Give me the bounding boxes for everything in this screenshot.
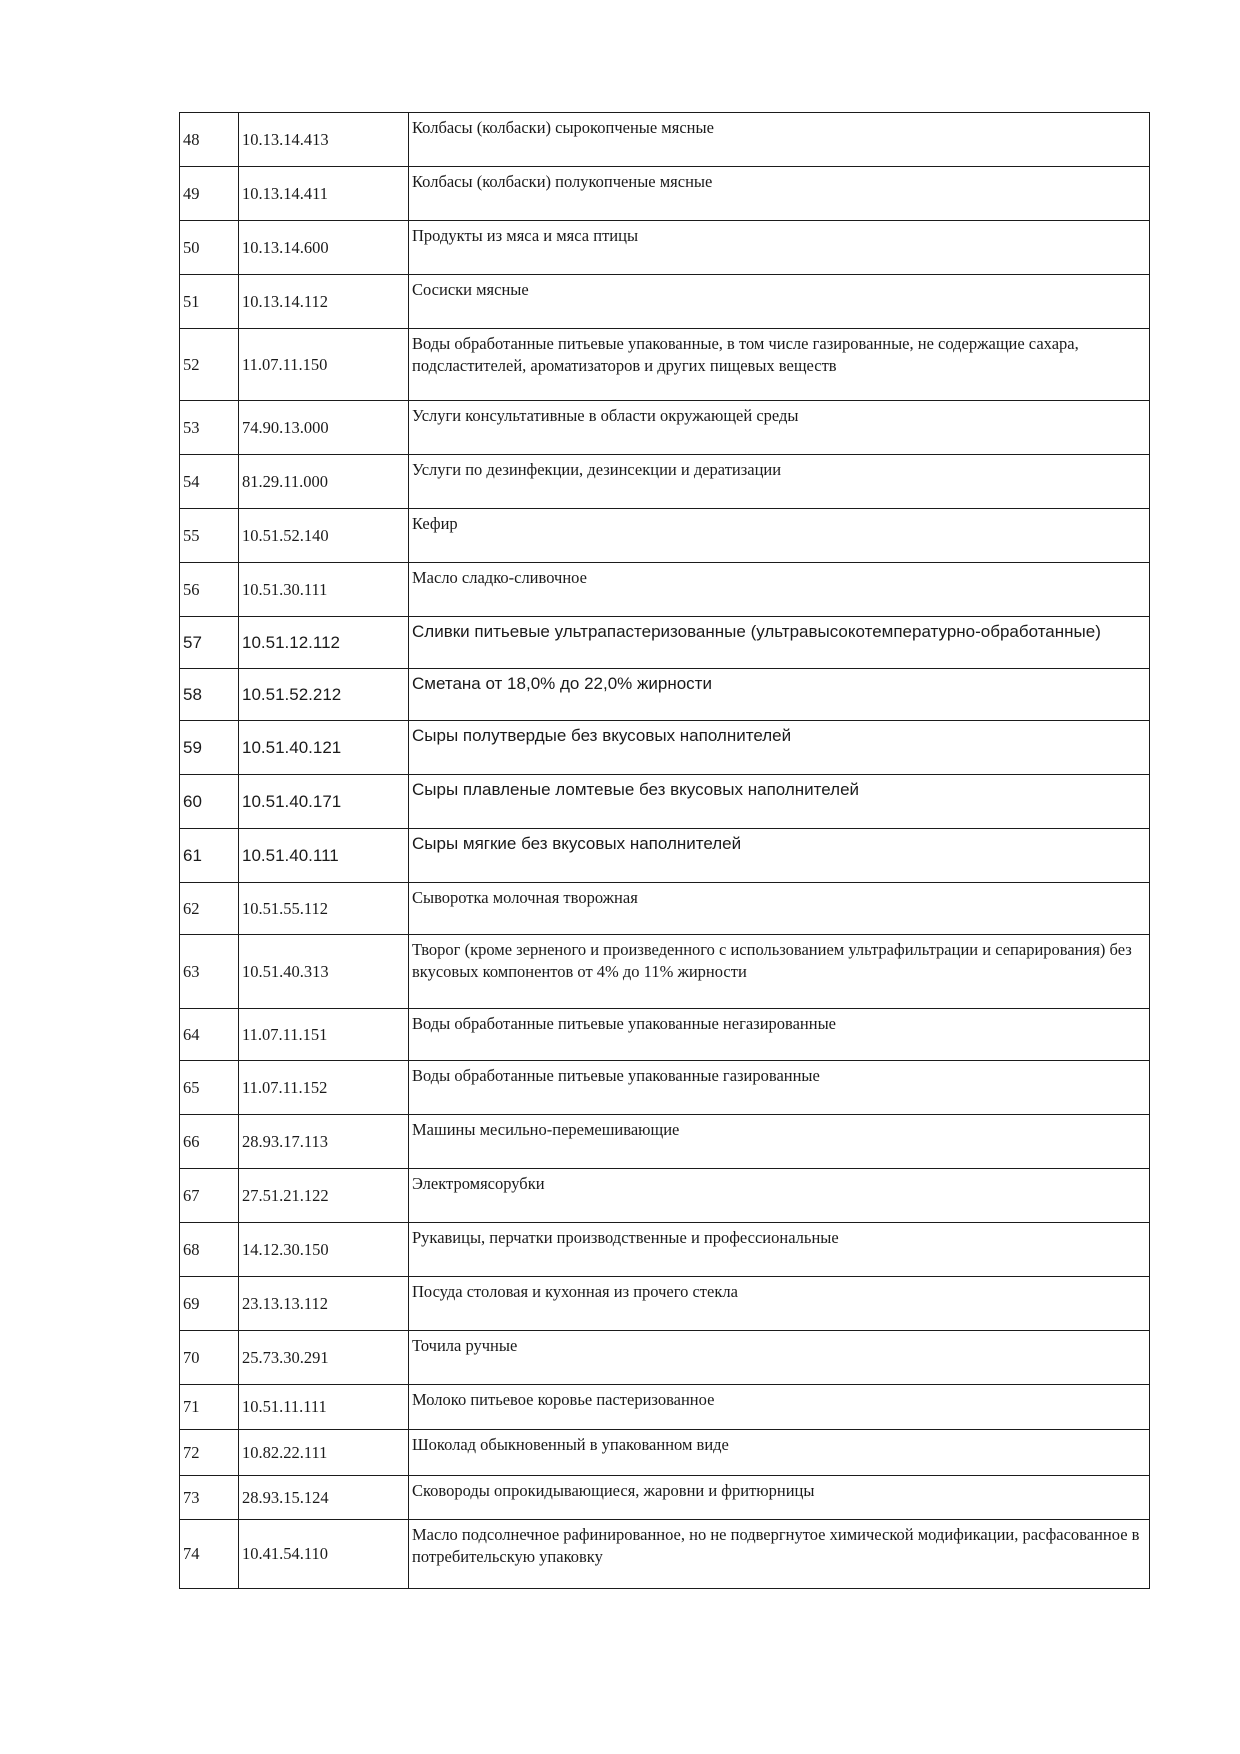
okpd-code-cell: 10.51.12.112 (239, 617, 409, 669)
table-row (180, 1520, 1150, 1589)
okpd-code-cell: 14.12.30.150 (239, 1223, 409, 1277)
description-cell: Точила ручные (409, 1331, 1150, 1385)
okpd-code-cell: 10.13.14.411 (239, 167, 409, 221)
table-row (180, 935, 1150, 1009)
description-cell: Услуги по дезинфекции, дезинсекции и дератизации (409, 455, 1150, 509)
okpd-code-cell: 10.41.54.110 (239, 1520, 409, 1589)
description-cell: Молоко питьевое коровье пастеризованное (409, 1385, 1150, 1430)
description-cell: Рукавицы, перчатки производственные и профессиональные (409, 1223, 1150, 1277)
description-cell: Сыры полутвердые без вкусовых наполнителей (409, 721, 1150, 775)
table-row (180, 617, 1150, 669)
description-cell: Сосиски мясные (409, 275, 1150, 329)
okpd-code-cell: 10.51.40.171 (239, 775, 409, 829)
okpd-code-cell: 10.51.11.111 (239, 1385, 409, 1430)
table-row (180, 221, 1150, 275)
goods-table (179, 112, 1150, 1589)
okpd-code-cell: 10.13.14.413 (239, 113, 409, 167)
okpd-code-cell: 10.82.22.111 (239, 1430, 409, 1476)
description-cell: Масло подсолнечное рафинированное, но не подвергнутое химической модификации, расфасованное в потребительскую упаковку (409, 1520, 1150, 1589)
description-cell: Сливки питьевые ультрапастеризованные (ультравысокотемпературно-обработанные) (409, 617, 1150, 669)
table-row (180, 275, 1150, 329)
okpd-code-cell: 11.07.11.152 (239, 1061, 409, 1115)
table-row (180, 329, 1150, 401)
row-number-cell: 62 (180, 883, 239, 935)
row-number-cell: 55 (180, 509, 239, 563)
table-row (180, 1223, 1150, 1277)
row-number-cell: 52 (180, 329, 239, 401)
row-number-cell: 68 (180, 1223, 239, 1277)
row-number-cell: 58 (180, 669, 239, 721)
table-row (180, 1061, 1150, 1115)
description-cell: Воды обработанные питьевые упакованные, в том числе газированные, не содержащие сахара, подсластителей, ароматизаторов и других пищевых веществ (409, 329, 1150, 401)
description-cell: Колбасы (колбаски) сырокопченые мясные (409, 113, 1150, 167)
table-row (180, 1331, 1150, 1385)
description-cell: Творог (кроме зерненого и произведенного с использованием ультрафильтрации и сепарирования) без вкусовых компонентов от 4% до 11% жирности (409, 935, 1150, 1009)
row-number-cell: 49 (180, 167, 239, 221)
row-number-cell: 73 (180, 1476, 239, 1520)
okpd-code-cell: 10.51.30.111 (239, 563, 409, 617)
table-row (180, 883, 1150, 935)
table-row (180, 1476, 1150, 1520)
okpd-code-cell: 10.51.52.212 (239, 669, 409, 721)
okpd-code-cell: 11.07.11.151 (239, 1009, 409, 1061)
okpd-code-cell: 25.73.30.291 (239, 1331, 409, 1385)
row-number-cell: 72 (180, 1430, 239, 1476)
okpd-code-cell: 10.51.40.111 (239, 829, 409, 883)
row-number-cell: 53 (180, 401, 239, 455)
table-row (180, 829, 1150, 883)
table-row (180, 721, 1150, 775)
table-row (180, 1169, 1150, 1223)
table-row (180, 1430, 1150, 1476)
table-row (180, 1277, 1150, 1331)
description-cell: Колбасы (колбаски) полукопченые мясные (409, 167, 1150, 221)
description-cell: Посуда столовая и кухонная из прочего стекла (409, 1277, 1150, 1331)
table-row (180, 669, 1150, 721)
row-number-cell: 61 (180, 829, 239, 883)
description-cell: Шоколад обыкновенный в упакованном виде (409, 1430, 1150, 1476)
okpd-code-cell: 10.13.14.112 (239, 275, 409, 329)
description-cell: Сыворотка молочная творожная (409, 883, 1150, 935)
row-number-cell: 56 (180, 563, 239, 617)
okpd-code-cell: 11.07.11.150 (239, 329, 409, 401)
table-row (180, 455, 1150, 509)
row-number-cell: 54 (180, 455, 239, 509)
table-row (180, 775, 1150, 829)
okpd-code-cell: 10.51.40.121 (239, 721, 409, 775)
table-row (180, 563, 1150, 617)
row-number-cell: 70 (180, 1331, 239, 1385)
okpd-code-cell: 28.93.15.124 (239, 1476, 409, 1520)
okpd-code-cell: 10.13.14.600 (239, 221, 409, 275)
description-cell: Машины месильно-перемешивающие (409, 1115, 1150, 1169)
description-cell: Сыры плавленые ломтевые без вкусовых наполнителей (409, 775, 1150, 829)
okpd-code-cell: 81.29.11.000 (239, 455, 409, 509)
table-row (180, 1115, 1150, 1169)
description-cell: Сыры мягкие без вкусовых наполнителей (409, 829, 1150, 883)
row-number-cell: 66 (180, 1115, 239, 1169)
row-number-cell: 69 (180, 1277, 239, 1331)
description-cell: Кефир (409, 509, 1150, 563)
okpd-code-cell: 23.13.13.112 (239, 1277, 409, 1331)
table-row (180, 1385, 1150, 1430)
row-number-cell: 60 (180, 775, 239, 829)
table-body (180, 113, 1150, 1589)
table-row (180, 167, 1150, 221)
description-cell: Продукты из мяса и мяса птицы (409, 221, 1150, 275)
row-number-cell: 50 (180, 221, 239, 275)
description-cell: Сковороды опрокидывающиеся, жаровни и фритюрницы (409, 1476, 1150, 1520)
okpd-code-cell: 10.51.52.140 (239, 509, 409, 563)
row-number-cell: 48 (180, 113, 239, 167)
okpd-code-cell: 10.51.40.313 (239, 935, 409, 1009)
okpd-code-cell: 74.90.13.000 (239, 401, 409, 455)
description-cell: Электромясорубки (409, 1169, 1150, 1223)
table-row (180, 509, 1150, 563)
row-number-cell: 67 (180, 1169, 239, 1223)
table-row (180, 113, 1150, 167)
row-number-cell: 65 (180, 1061, 239, 1115)
description-cell: Сметана от 18,0% до 22,0% жирности (409, 669, 1150, 721)
row-number-cell: 63 (180, 935, 239, 1009)
table-row (180, 1009, 1150, 1061)
okpd-code-cell: 28.93.17.113 (239, 1115, 409, 1169)
row-number-cell: 74 (180, 1520, 239, 1589)
description-cell: Воды обработанные питьевые упакованные негазированные (409, 1009, 1150, 1061)
description-cell: Услуги консультативные в области окружающей среды (409, 401, 1150, 455)
okpd-code-cell: 27.51.21.122 (239, 1169, 409, 1223)
description-cell: Масло сладко-сливочное (409, 563, 1150, 617)
table-row (180, 401, 1150, 455)
row-number-cell: 64 (180, 1009, 239, 1061)
row-number-cell: 59 (180, 721, 239, 775)
okpd-code-cell: 10.51.55.112 (239, 883, 409, 935)
description-cell: Воды обработанные питьевые упакованные газированные (409, 1061, 1150, 1115)
row-number-cell: 51 (180, 275, 239, 329)
row-number-cell: 71 (180, 1385, 239, 1430)
row-number-cell: 57 (180, 617, 239, 669)
